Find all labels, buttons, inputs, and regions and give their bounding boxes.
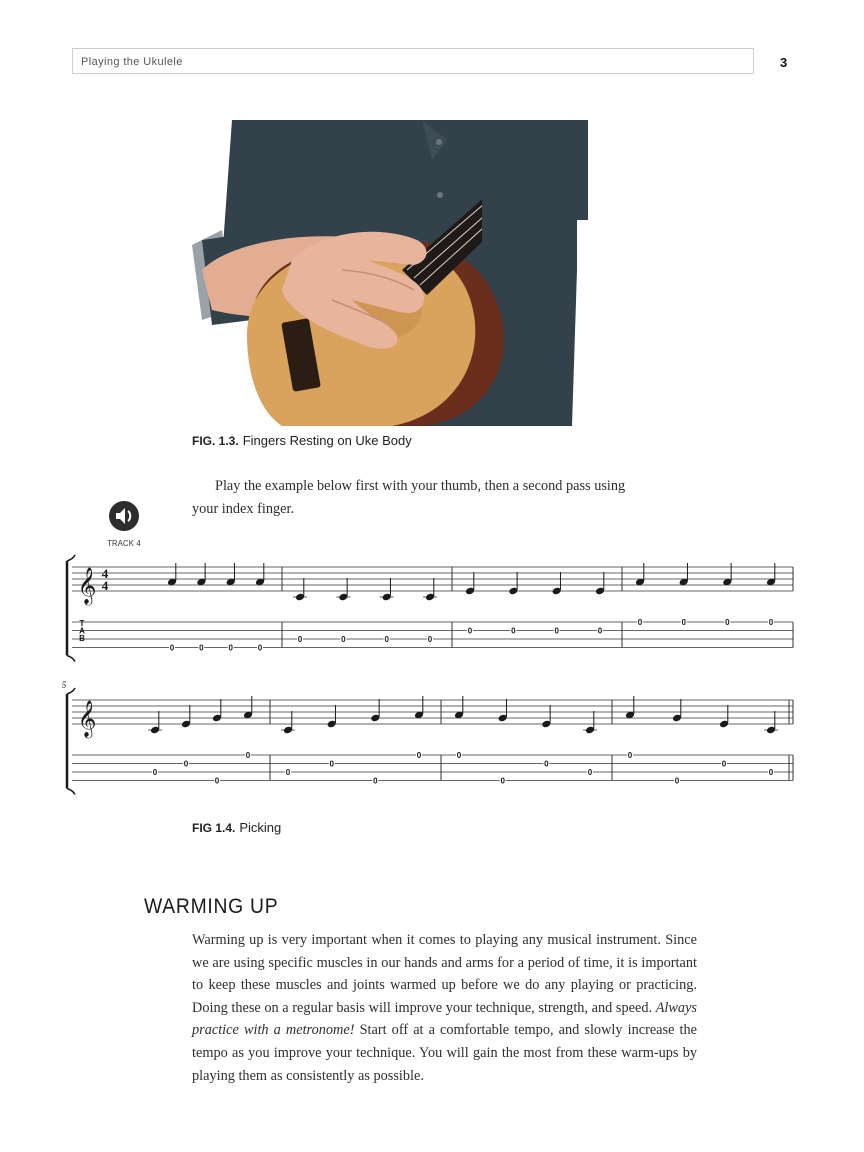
tab-number: 0 [721,759,727,769]
tab-number: 0 [500,776,505,786]
tab-number: 0 [681,618,686,627]
tab-number: 0 [257,643,263,653]
section-heading: WARMING UP [144,895,279,918]
figure-1-4-caption-text: Picking [239,820,282,835]
tab-number: 0 [768,618,774,627]
tab-number: 0 [384,635,389,644]
running-header [72,48,754,74]
tab-number: 0 [228,643,233,653]
tab-number: 0 [427,635,433,644]
tab-number: 0 [627,751,633,760]
treble-clef: 𝄞 [77,566,97,604]
intro-line-1 [192,475,702,498]
tab-number: 0 [341,635,346,644]
treble-clef: 𝄞 [77,699,97,737]
time-signature-top: 4 [101,566,109,581]
tab-number: 0 [725,618,730,627]
speaker-icon[interactable] [108,500,140,532]
ukulele-photo [192,120,588,426]
tab-number: 0 [587,768,593,777]
tab-number: 0 [597,626,603,636]
tab-label-letter: A [79,626,85,636]
intro-line-2: your index finger. [192,500,295,517]
tab-number: 0 [467,626,473,636]
notation-score [60,550,805,800]
tab-number: 0 [329,759,334,769]
tab-number: 0 [169,643,175,653]
music-notation [60,550,805,805]
figure-1-3-caption-text: Fingers Resting on Uke Body [242,433,412,448]
time-signature-bottom: 4 [101,578,109,593]
tab-number: 0 [285,768,291,777]
tab-number: 0 [554,626,559,636]
tab-label-letter: T [79,619,85,628]
tab-number: 0 [199,643,204,653]
paragraph-text-2: Start off at a comfortable tempo, and slowly increase the tempo as you improve your technique. You will gain the most from these warm-ups by playing them as consistently as possible. [192,1022,698,1084]
paragraph-italic: Always practice with a metronome! [192,999,697,1039]
audio-track-badge[interactable] [104,500,144,548]
bracket-hook-bottom [67,656,75,662]
warming-up-paragraph [192,929,697,1087]
tab-number: 0 [183,759,189,769]
tab-number: 0 [544,759,549,769]
tab-number: 0 [456,751,462,760]
running-title: Playing the Ukulele [81,56,183,68]
bracket-hook-bottom [67,789,75,795]
tab-number: 0 [416,751,422,760]
figure-1-3-caption [192,433,412,448]
figure-1-4-label: FIG 1.4. [192,821,236,835]
tab-number: 0 [373,776,378,786]
paragraph-text-1: Warming up is very important when it comes to playing any musical instrument. Since we are using specific muscles in our hands and arms for a period of time, it is important to keep these muscles and joints warmed up before we do any playing or practicing. Doing these on a regular basis will improve your technique, strength, and speed. [192,932,697,1016]
figure-1-4-caption [192,820,281,835]
tab-number: 0 [245,751,251,760]
tab-number: 0 [511,626,516,636]
tab-label-letter: B [79,634,85,643]
tab-number: 0 [214,776,220,786]
tab-number: 0 [637,618,643,627]
tab-number: 0 [674,776,680,786]
tab-number: 0 [768,768,774,777]
measure-number: 5 [61,680,67,690]
tab-number: 0 [297,635,303,644]
intro-paragraph [192,475,702,520]
bracket-hook-top [67,555,75,561]
bracket-hook-top [67,688,75,694]
figure-1-3-label: FIG. 1.3. [192,434,239,448]
intro-line-1-text: Play the example below first with your thumb, then a second pass using [215,478,626,494]
tab-number: 0 [152,768,158,777]
track-label: TRACK 4 [107,538,141,548]
page-number: 3 [780,55,788,70]
